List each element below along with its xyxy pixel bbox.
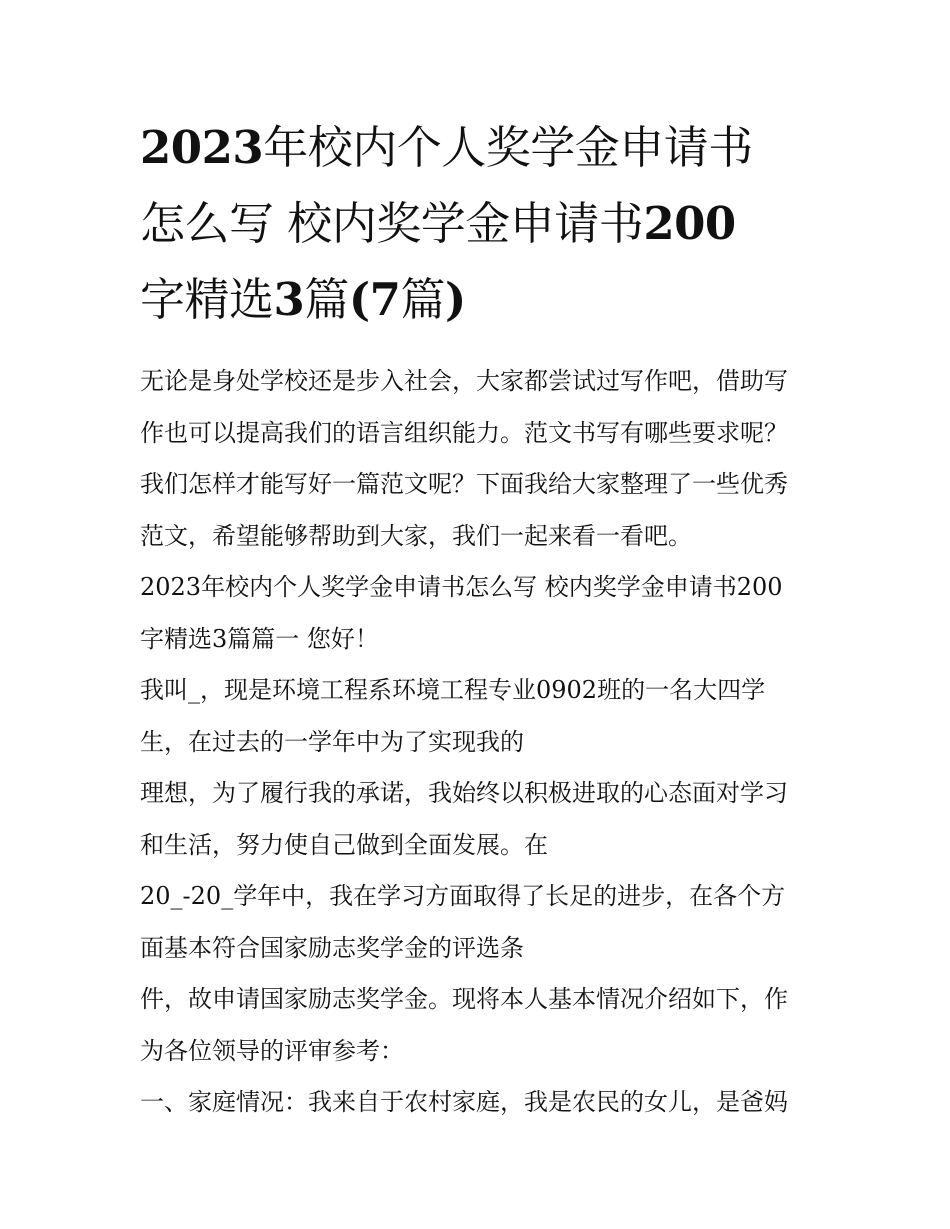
title-line: 2023年校内个人奖学金申请书 xyxy=(140,121,753,174)
body-line: 一、家庭情况：我来自于农村家庭，我是农民的女儿，是爸妈 xyxy=(140,1088,788,1116)
title-line: 字精选3篇(7篇) xyxy=(140,273,466,326)
body-line: 字精选3篇篇一 您好！ xyxy=(140,624,379,653)
body-line: 无论是身处学校还是步入社会，大家都尝试过写作吧，借助写 xyxy=(140,367,788,395)
body-line: 作也可以提高我们的语言组织能力。范文书写有哪些要求呢？ xyxy=(140,418,788,447)
body-line: 理想，为了履行我的承诺，我始终以积极进取的心态面对学习 xyxy=(140,779,788,807)
body-line: 我们怎样才能写好一篇范文呢？下面我给大家整理了一些优秀 xyxy=(140,470,788,498)
body-line: 为各位领导的评审参考： xyxy=(140,1036,404,1065)
body-line: 范文，希望能够帮助到大家，我们一起来看一看吧。 xyxy=(140,521,692,550)
document-title xyxy=(140,110,820,338)
body-line: 我叫_，现是环境工程系环境工程专业0902班的一名大四学 xyxy=(140,676,766,704)
body-line: 面基本符合国家励志奖学金的评选条 xyxy=(140,933,524,962)
document-body xyxy=(140,356,820,1129)
body-line: 20_-20_学年中，我在学习方面取得了长足的进步，在各个方 xyxy=(140,882,786,910)
body-line: 2023年校内个人奖学金申请书怎么写 校内奖学金申请书200 xyxy=(140,573,783,601)
body-line: 件，故申请国家励志奖学金。现将本人基本情况介绍如下，作 xyxy=(140,985,788,1013)
title-line: 怎么写 校内奖学金申请书200 xyxy=(140,197,736,250)
body-line: 和生活，努力使自己做到全面发展。在 xyxy=(140,830,548,859)
body-line: 生，在过去的一学年中为了实现我的 xyxy=(140,727,524,756)
